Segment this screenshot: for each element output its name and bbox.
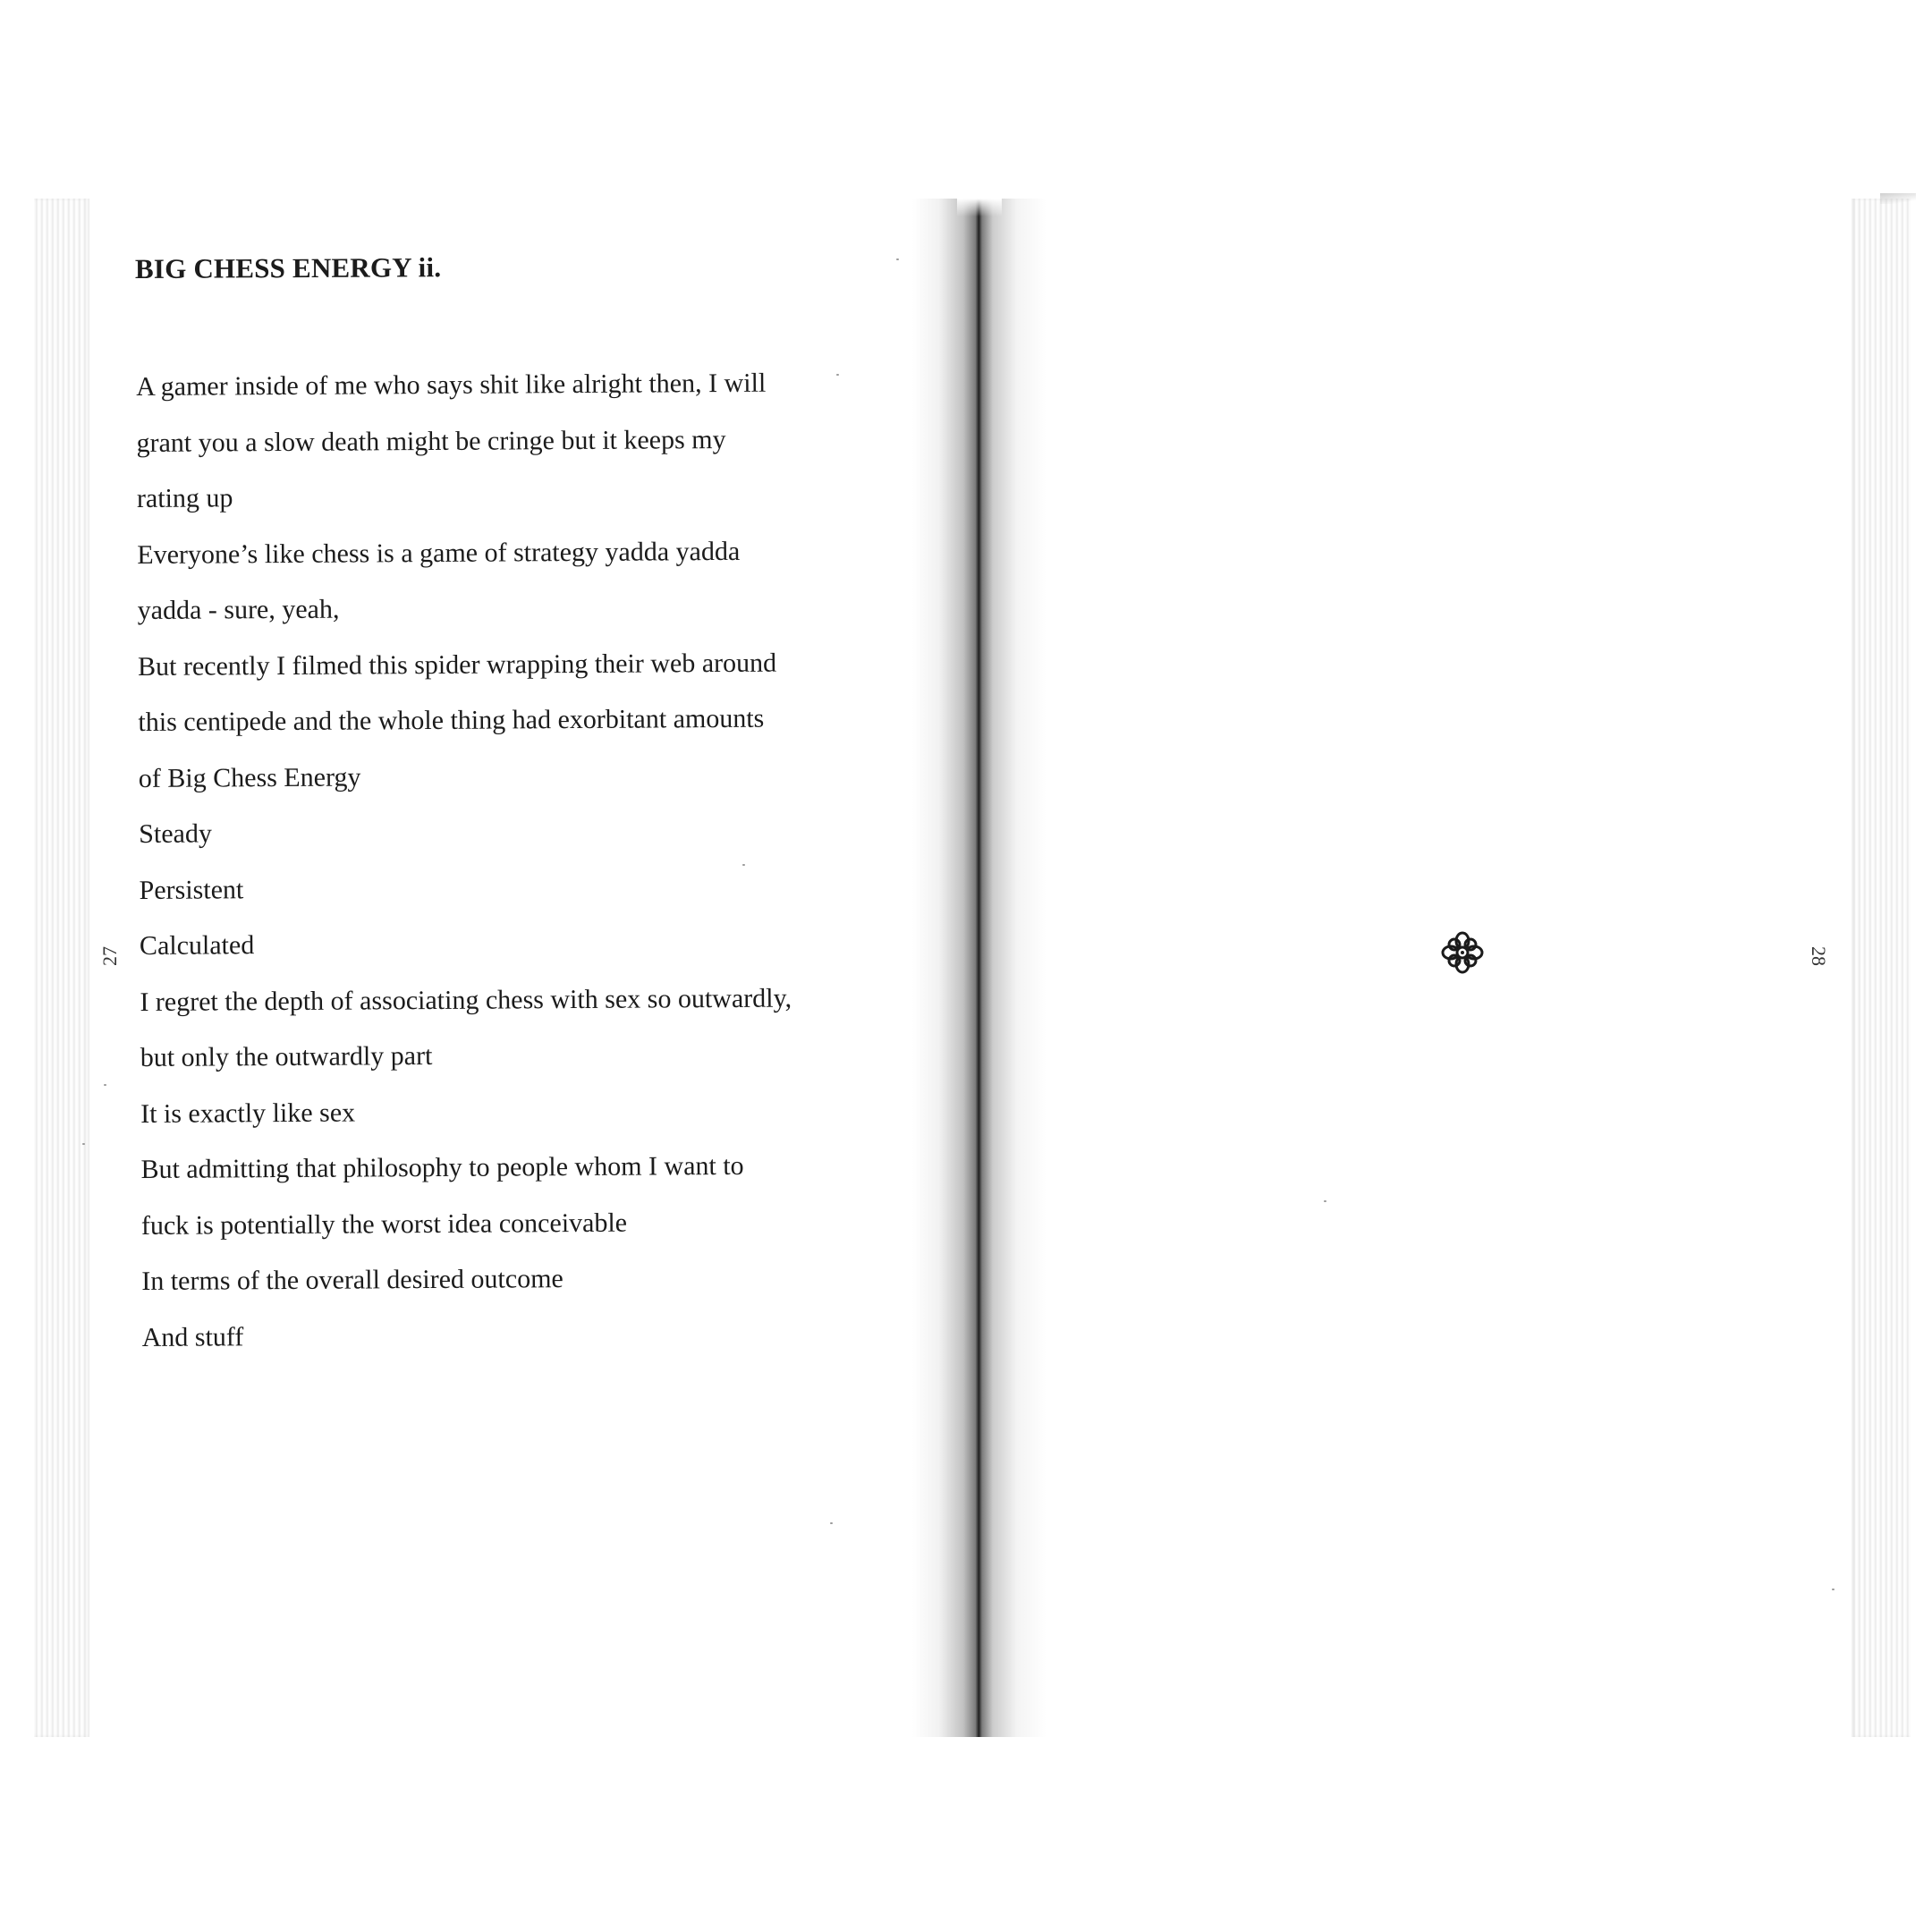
poem-line: It is exactly like sex bbox=[140, 1097, 356, 1129]
left-page-edge bbox=[34, 199, 89, 1737]
page-number-right: 28 bbox=[1808, 946, 1830, 966]
poem-line: A gamer inside of me who says shit like alright then, I will bbox=[136, 368, 767, 402]
poem-line: Steady bbox=[139, 818, 212, 849]
poem-line: yadda - sure, yeah, bbox=[137, 594, 340, 625]
poem-title: BIG CHESS ENERGY ii. bbox=[134, 251, 442, 284]
poem-line: I regret the depth of associating chess with sex so outwardly, bbox=[140, 983, 792, 1017]
dust-speck bbox=[836, 374, 839, 376]
dust-speck bbox=[104, 1084, 106, 1086]
dust-speck bbox=[742, 864, 745, 866]
poem-line: fuck is potentially the worst idea conceivable bbox=[140, 1208, 628, 1241]
poem-line: And stuff bbox=[141, 1321, 244, 1352]
poem-line: Everyone’s like chess is a game of strategy yadda yadda bbox=[137, 536, 741, 570]
poem-line: But admitting that philosophy to people whom I want to bbox=[140, 1150, 744, 1184]
dust-speck bbox=[82, 1143, 85, 1145]
dust-speck bbox=[830, 1522, 833, 1524]
poem-line: But recently I filmed this spider wrapping their web around bbox=[137, 648, 777, 682]
poem-line: In terms of the overall desired outcome bbox=[141, 1264, 564, 1296]
poem-line: Calculated bbox=[139, 930, 255, 961]
poem-line: of Big Chess Energy bbox=[138, 761, 361, 793]
page-number-left: 27 bbox=[98, 946, 121, 966]
right-page-edge bbox=[1852, 199, 1911, 1737]
poem-body bbox=[136, 355, 849, 1366]
poem-line: this centipede and the whole thing had exorbitant amounts bbox=[138, 703, 765, 737]
dust-speck bbox=[1832, 1589, 1835, 1590]
poem-line: Persistent bbox=[139, 874, 244, 905]
dust-speck bbox=[1324, 1200, 1326, 1202]
flower-ornament-icon bbox=[1440, 930, 1485, 975]
poem-line: rating up bbox=[136, 483, 233, 513]
dust-speck bbox=[896, 258, 899, 260]
poem-line: but only the outwardly part bbox=[140, 1040, 433, 1072]
poem-line: grant you a slow death might be cringe but it keeps my bbox=[136, 424, 726, 458]
book-gutter bbox=[912, 199, 1046, 1737]
